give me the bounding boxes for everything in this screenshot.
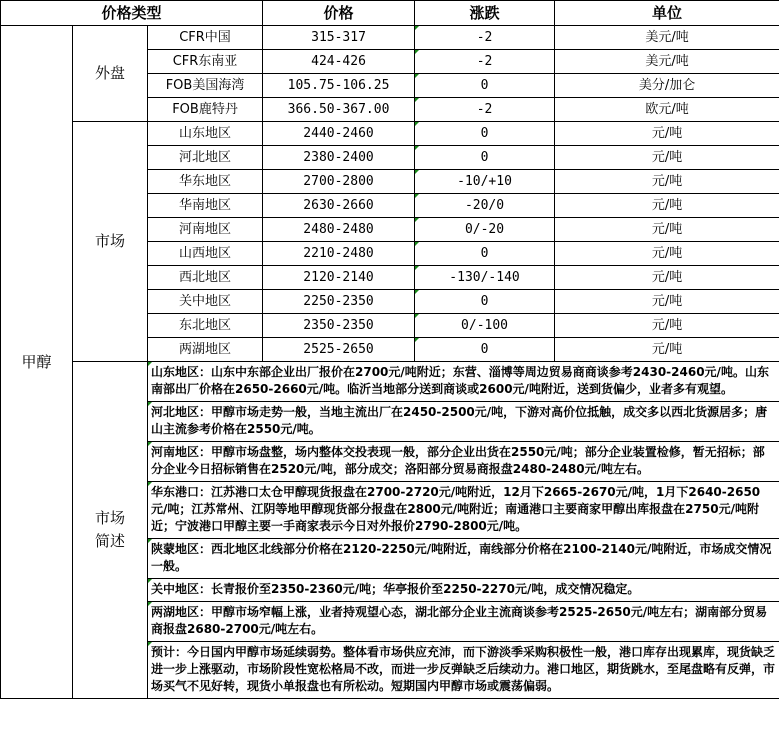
row-unit: 元/吨 <box>555 146 779 170</box>
row-price: 315-317 <box>263 26 415 50</box>
row-change: -130/-140 <box>415 266 555 290</box>
product-label: 甲醇 <box>1 26 73 699</box>
summary-label <box>73 362 148 699</box>
summary-note-east-china-port: 华东港口：江苏港口太仓甲醇现货报盘在2700-2720元/吨附近，12月下2665-2670元/吨，1月下2640-2650元/吨；江苏常州、江阴等地甲醇现货部分报盘在2800元/吨附近；南通港口主要商家甲醇出库报盘在2750元/吨附近；宁波港口甲醇主要一手商家表示今日对外报价2790-2800元/吨。 <box>148 482 779 539</box>
row-change: -2 <box>415 98 555 122</box>
summary-note-shaanmeng: 陕蒙地区：西北地区北线部分价格在2120-2250元/吨附近，南线部分价格在2100-2140元/吨附近，市场成交情况一般。 <box>148 539 779 579</box>
row-name: FOB鹿特丹 <box>148 98 263 122</box>
row-price: 2350-2350 <box>263 314 415 338</box>
row-unit: 美分/加仑 <box>555 74 779 98</box>
summary-note-forecast: 预计：今日国内甲醇市场延续弱势。整体看市场供应充沛，而下游淡季采购积极性一般，港口库存出现累库，现货缺乏进一步上涨驱动，市场阶段性宽松格局不改，而进一步反弹缺乏后续动力。港口地区，期货跳水，至尾盘略有反弹，市场买气不见好转，现货小单报盘也有所松动。短期国内甲醇市场或震荡偏弱。 <box>148 642 779 699</box>
header-price: 价格 <box>263 1 415 26</box>
header-change: 涨跌 <box>415 1 555 26</box>
row-price: 2440-2460 <box>263 122 415 146</box>
row-name: 东北地区 <box>148 314 263 338</box>
row-unit: 美元/吨 <box>555 50 779 74</box>
row-price: 2700-2800 <box>263 170 415 194</box>
row-name: 河北地区 <box>148 146 263 170</box>
row-unit: 美元/吨 <box>555 26 779 50</box>
header-price-type: 价格类型 <box>1 1 263 26</box>
row-price: 2630-2660 <box>263 194 415 218</box>
row-name: 关中地区 <box>148 290 263 314</box>
row-price: 105.75-106.25 <box>263 74 415 98</box>
row-unit: 元/吨 <box>555 266 779 290</box>
row-unit: 元/吨 <box>555 314 779 338</box>
row-name: 两湖地区 <box>148 338 263 362</box>
row-unit: 元/吨 <box>555 242 779 266</box>
row-price: 2380-2400 <box>263 146 415 170</box>
row-unit: 元/吨 <box>555 122 779 146</box>
row-change: 0 <box>415 290 555 314</box>
row-price: 424-426 <box>263 50 415 74</box>
row-price: 2120-2140 <box>263 266 415 290</box>
row-change: 0 <box>415 122 555 146</box>
row-unit: 元/吨 <box>555 290 779 314</box>
row-price: 2210-2480 <box>263 242 415 266</box>
row-price: 366.50-367.00 <box>263 98 415 122</box>
summary-label-line2: 简述 <box>94 532 125 550</box>
row-unit: 元/吨 <box>555 218 779 242</box>
row-unit: 元/吨 <box>555 170 779 194</box>
summary-note-guanzhong: 关中地区：长青报价至2350-2360元/吨；华亭报价至2250-2270元/吨，成交情况稳定。 <box>148 579 779 602</box>
row-name: 西北地区 <box>148 266 263 290</box>
row-name: FOB美国海湾 <box>148 74 263 98</box>
header-row <box>1 1 779 26</box>
summary-row <box>1 362 779 402</box>
row-name: 山东地区 <box>148 122 263 146</box>
header-unit: 单位 <box>555 1 779 26</box>
row-price: 2525-2650 <box>263 338 415 362</box>
row-change: -20/0 <box>415 194 555 218</box>
row-name: CFR东南亚 <box>148 50 263 74</box>
row-unit: 元/吨 <box>555 194 779 218</box>
table-row <box>1 26 779 50</box>
market-label: 市场 <box>73 122 148 362</box>
row-change: 0 <box>415 74 555 98</box>
row-name: 河南地区 <box>148 218 263 242</box>
summary-note-henan: 河南地区：甲醇市场盘整，场内整体交投表现一般，部分企业出货在2550元/吨；部分企业装置检修，暂无招标；部分企业今日招标销售在2520元/吨，部分成交；洛阳部分贸易商报盘2480-2480元/吨左右。 <box>148 442 779 482</box>
table-row <box>1 122 779 146</box>
summary-label-line1: 市场 <box>94 509 125 527</box>
summary-note-hebei: 河北地区：甲醇市场走势一般，当地主流出厂在2450-2500元/吨，下游对高价位抵触，成交多以西北货源居多；唐山主流参考价格在2550元/吨。 <box>148 402 779 442</box>
row-name: 华东地区 <box>148 170 263 194</box>
row-change: -2 <box>415 50 555 74</box>
row-name: 山西地区 <box>148 242 263 266</box>
row-change: -10/+10 <box>415 170 555 194</box>
row-change: 0 <box>415 146 555 170</box>
row-price: 2480-2480 <box>263 218 415 242</box>
row-change: 0 <box>415 338 555 362</box>
row-change: 0 <box>415 242 555 266</box>
row-change: -2 <box>415 26 555 50</box>
row-name: CFR中国 <box>148 26 263 50</box>
row-change: 0/-100 <box>415 314 555 338</box>
summary-note-shandong: 山东地区：山东中东部企业出厂报价在2700元/吨附近；东营、淄博等周边贸易商商谈参考2430-2460元/吨。山东南部出厂价格在2650-2660元/吨。临沂当地部分送到商谈或2600元/吨附近，送到货偏少，业者多有观望。 <box>148 362 779 402</box>
row-unit: 元/吨 <box>555 338 779 362</box>
row-change: 0/-20 <box>415 218 555 242</box>
row-name: 华南地区 <box>148 194 263 218</box>
summary-note-lianghu: 两湖地区：甲醇市场窄幅上涨，业者持观望心态，湖北部分企业主流商谈参考2525-2650元/吨左右；湖南部分贸易商报盘2680-2700元/吨左右。 <box>148 602 779 642</box>
row-price: 2250-2350 <box>263 290 415 314</box>
row-unit: 欧元/吨 <box>555 98 779 122</box>
external-label: 外盘 <box>73 26 148 122</box>
